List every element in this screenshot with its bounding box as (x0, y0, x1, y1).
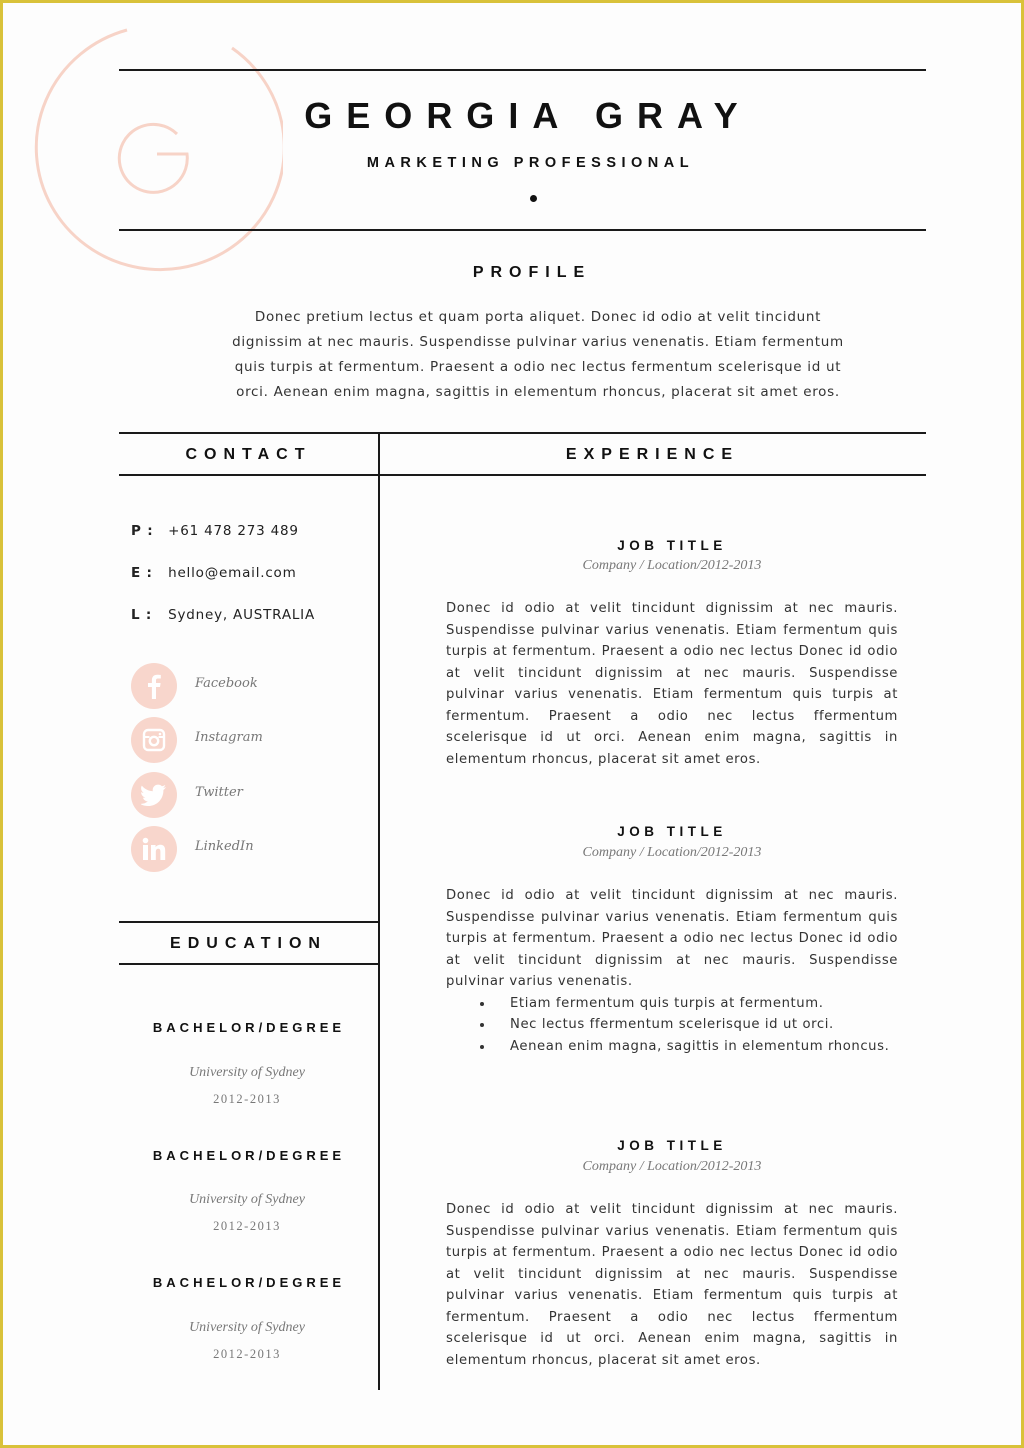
job-title: JOB TITLE (617, 824, 727, 839)
columns-top-rule (119, 432, 926, 434)
degree-school: University of Sydney (189, 1192, 305, 1207)
email-label: E : (131, 565, 153, 581)
job-bullet-list (446, 993, 898, 1058)
twitter-label[interactable]: Twitter (195, 785, 243, 800)
job-bullet: Etiam fermentum quis turpis at fermentum. (510, 993, 898, 1015)
job-description: Donec id odio at velit tincidunt dignissim at nec mauris. Suspendisse pulvinar varius venenatis. Etiam fermentum quis turpis at fermentum. Praesent a odio nec lectus Donec id odio at velit tincidunt dignissim at nec mauris. Suspendisse pulvinar varius venenatis. (446, 888, 898, 989)
education-top-rule (119, 921, 379, 923)
job-description: Donec id odio at velit tincidunt dignissim at nec mauris. Suspendisse pulvinar varius venenatis. Etiam fermentum quis turpis at fermentum. Praesent a odio nec lectus Donec id odio at velit tincidunt dignissim at nec mauris. Suspendisse pulvinar varius venenatis. Etiam fermentum quis turpis at fermentum. Praesent a odio nec lectus ffermentum scelerisque id ut orci. Aenean enim magna, sagittis in elementum rhoncus, placerat sit amet eros. (446, 601, 898, 767)
job-description: Donec id odio at velit tincidunt dignissim at nec mauris. Suspendisse pulvinar varius venenatis. Etiam fermentum quis turpis at fermentum. Praesent a odio nec lectus Donec id odio at velit tincidunt dignissim at nec mauris. Suspendisse pulvinar varius venenatis. Etiam fermentum quis turpis at fermentum. Praesent a odio nec lectus ffermentum scelerisque id ut orci. Aenean enim magna, sagittis in elementum rhoncus, placerat sit amet eros. (446, 1202, 898, 1368)
phone-value[interactable]: +61 478 273 489 (168, 523, 299, 539)
facebook-label[interactable]: Facebook (195, 676, 258, 691)
contact-phone-row (131, 523, 299, 539)
job-meta: Company / Location/2012-2013 (582, 558, 762, 573)
job-bullet: Nec lectus ffermentum scelerisque id ut orci. (510, 1014, 898, 1036)
degree-title: BACHELOR/DEGREE (152, 1148, 346, 1163)
profile-text: Donec pretium lectus et quam porta aliquet. Donec id odio at velit tincidunt dignissim at nec mauris. Suspendisse pulvinar varius venenatis. Etiam fermentum quis turpis at fermentum. Praesent a odio nec lectus fermentum scelerisque id ut orci. Aenean enim magna, sagittis in elementum rhoncus, placerat sit amet eros. (232, 309, 844, 400)
contact-email-row (131, 565, 297, 581)
header-bottom-rule (119, 229, 926, 231)
degree-title: BACHELOR/DEGREE (152, 1275, 346, 1290)
person-name: GEORGIA GRAY (304, 95, 752, 136)
linkedin-label[interactable]: LinkedIn (195, 839, 254, 854)
job-meta: Company / Location/2012-2013 (582, 845, 762, 860)
degree-years: 2012-2013 (213, 1092, 281, 1106)
degree-school: University of Sydney (189, 1320, 305, 1335)
monogram-letter: G (27, 28, 28, 29)
job-title: JOB TITLE (617, 538, 727, 553)
education-bottom-rule (119, 963, 379, 965)
degree-title: BACHELOR/DEGREE (152, 1020, 346, 1035)
columns-heading-rule (119, 474, 926, 476)
header-dot (530, 195, 537, 202)
contact-heading: CONTACT (185, 446, 312, 463)
person-role: MARKETING PROFESSIONAL (366, 155, 695, 171)
instagram-icon[interactable] (131, 717, 177, 763)
contact-location-row (131, 607, 315, 623)
location-label: L : (131, 607, 153, 623)
monogram-logo (27, 28, 283, 278)
column-divider (378, 432, 380, 1390)
job-title: JOB TITLE (617, 1138, 727, 1153)
phone-label: P : (131, 523, 154, 539)
header-top-rule (119, 69, 926, 71)
location-value: Sydney, AUSTRALIA (168, 607, 315, 623)
education-heading: EDUCATION (170, 935, 327, 952)
degree-years: 2012-2013 (213, 1347, 281, 1361)
job-description-block (446, 885, 898, 1057)
twitter-icon[interactable] (131, 772, 177, 818)
degree-years: 2012-2013 (213, 1219, 281, 1233)
degree-school: University of Sydney (189, 1065, 305, 1080)
instagram-label[interactable]: Instagram (195, 730, 263, 745)
profile-heading: PROFILE (472, 264, 592, 281)
job-meta: Company / Location/2012-2013 (582, 1159, 762, 1174)
facebook-icon[interactable] (131, 663, 177, 709)
experience-heading: EXPERIENCE (565, 446, 740, 463)
linkedin-icon[interactable] (131, 826, 177, 872)
job-bullet: Aenean enim magna, sagittis in elementum rhoncus. (510, 1036, 898, 1058)
email-value[interactable]: hello@email.com (168, 565, 297, 581)
